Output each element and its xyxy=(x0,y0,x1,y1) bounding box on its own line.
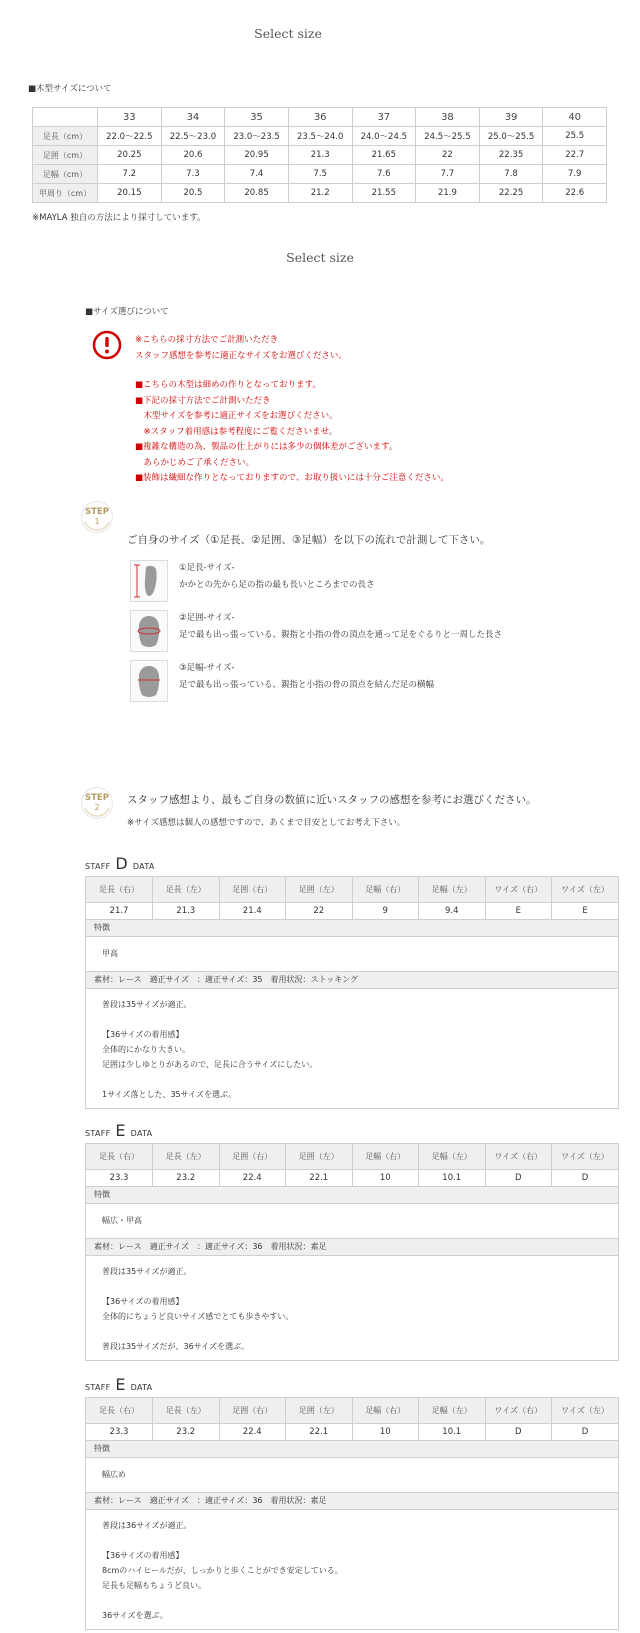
staff-letter: E xyxy=(115,1121,126,1140)
feature-value: 幅広・甲高 xyxy=(86,1203,618,1238)
table-cell: E xyxy=(485,903,552,920)
row-label: 足長（cm） xyxy=(33,127,98,146)
table-cell: D xyxy=(485,1424,552,1441)
table-row xyxy=(33,165,607,184)
row-label: 甲周り（cm） xyxy=(33,184,98,203)
staff-letter: D xyxy=(115,854,128,873)
step2-badge-number: 2 xyxy=(94,803,100,812)
table-cell: 9 xyxy=(352,903,419,920)
size-select-heading: ■サイズ選びについて xyxy=(85,307,169,317)
col-header: 足幅（右） xyxy=(352,877,419,903)
table-cell: 25.5 xyxy=(543,127,607,146)
col-header: 足囲（左） xyxy=(286,877,353,903)
comment-line: 1サイズ落とした、35サイズを選ぶ。 xyxy=(102,1090,237,1099)
col-header: 足囲（右） xyxy=(219,877,286,903)
col-header: 足幅（右） xyxy=(352,1144,419,1170)
table-cell: 21.7 xyxy=(86,903,153,920)
staff-suffix: DATA xyxy=(130,1383,153,1392)
table-row xyxy=(86,903,618,920)
mokugata-heading: ■木型サイズについて xyxy=(28,84,112,94)
col-header: 足長（左） xyxy=(153,1398,220,1424)
step1-badge-number: 1 xyxy=(94,517,100,526)
page-title-top: Select size xyxy=(254,26,322,41)
table-cell: 23.2 xyxy=(153,1424,220,1441)
col-header: 35 xyxy=(225,108,289,127)
staff-e-table xyxy=(86,1144,618,1186)
table-cell: 24.0～24.5 xyxy=(352,127,416,146)
col-header: 39 xyxy=(479,108,543,127)
staff-e2-block xyxy=(85,1397,619,1630)
measure-name: ③足幅-サイズ- xyxy=(179,663,235,673)
table-cell: 21.3 xyxy=(153,903,220,920)
table-row xyxy=(86,1170,618,1187)
table-cell: 22.7 xyxy=(543,146,607,165)
table-cell: 22 xyxy=(286,903,353,920)
table-cell: 7.9 xyxy=(543,165,607,184)
col-header: 足幅（右） xyxy=(352,1398,419,1424)
table-cell: 23.5～24.0 xyxy=(288,127,352,146)
step1-title: ご自身のサイズ（①足長、②足囲、③足幅）を以下の流れで計測して下さい。 xyxy=(127,534,491,546)
col-header: ワイズ（左） xyxy=(552,1398,619,1424)
table-cell: 25.0～25.5 xyxy=(479,127,543,146)
comment-line: 普段は35サイズだが、36サイズを選ぶ。 xyxy=(102,1342,250,1351)
table-cell: 10.1 xyxy=(419,1424,486,1441)
feature-value: 幅広め xyxy=(86,1457,618,1492)
table-cell: 24.5～25.5 xyxy=(416,127,480,146)
table-cell: 7.6 xyxy=(352,165,416,184)
col-header: 40 xyxy=(543,108,607,127)
col-header: 36 xyxy=(288,108,352,127)
spec-bar: 素材：レース 適正サイズ ：適正サイズ：36 着用状況：素足 xyxy=(86,1492,618,1509)
notice-item: 木型サイズを参考に適正サイズをお選びください。 xyxy=(135,411,338,421)
col-header: 足長（左） xyxy=(153,1144,220,1170)
table-cell: 23.3 xyxy=(86,1424,153,1441)
comment-line: 足囲は少しゆとりがあるので、足長に合うサイズにしたい。 xyxy=(102,1060,318,1069)
staff-e2-label xyxy=(85,1375,152,1394)
notice-item: ※スタッフ着用感は参考程度にご覧くださいませ。 xyxy=(135,426,338,437)
table-cell: 20.25 xyxy=(98,146,162,165)
comment-line: 全体的にかなり大きい。 xyxy=(102,1045,190,1054)
comment-line: 普段は35サイズが適正。 xyxy=(102,1000,192,1009)
staff-d-block xyxy=(85,876,619,1109)
staff-e-label xyxy=(85,1121,152,1140)
measure-item-length xyxy=(179,560,375,594)
feature-label: 特徴 xyxy=(86,1440,618,1457)
staff-comment xyxy=(86,988,618,1108)
measure-name: ②足囲-サイズ- xyxy=(179,613,235,623)
comment-line: 36サイズを選ぶ。 xyxy=(102,1611,168,1620)
measure-name: ①足長-サイズ- xyxy=(179,563,235,573)
comment-line xyxy=(102,1072,602,1087)
col-header: 足長（右） xyxy=(86,877,153,903)
table-cell: 20.15 xyxy=(98,184,162,203)
comment-line: 全体的にちょうど良いサイズ感でとても歩きやすい。 xyxy=(102,1312,294,1321)
table-row xyxy=(33,146,607,165)
table-row xyxy=(86,1424,618,1441)
staff-prefix: STAFF xyxy=(85,1383,111,1392)
foot-width-icon xyxy=(130,660,168,702)
table-cell: 7.3 xyxy=(161,165,225,184)
staff-suffix: DATA xyxy=(130,1129,153,1138)
col-header: 足囲（左） xyxy=(286,1144,353,1170)
page-title-second: Select size xyxy=(286,250,354,265)
notice-item: あらかじめご了承ください。 xyxy=(135,457,255,468)
table-cell: 22.35 xyxy=(479,146,543,165)
notice-item: ■装飾は繊細な作りとなっておりますので、お取り扱いには十分ご注意ください。 xyxy=(135,473,449,483)
table-cell: 21.3 xyxy=(288,146,352,165)
staff-d-table xyxy=(86,877,618,919)
foot-length-icon xyxy=(130,560,168,602)
table-cell: 21.55 xyxy=(352,184,416,203)
comment-line: 普段は36サイズが適正。 xyxy=(102,1521,192,1530)
measure-desc: かかとの先から足の指の最も長いところまでの長さ xyxy=(179,580,375,590)
table-cell: 7.5 xyxy=(288,165,352,184)
measure-desc: 足で最も出っ張っている、親指と小指の骨の頂点を通って足をぐるりと一周した長さ xyxy=(179,630,503,640)
table-corner xyxy=(33,108,98,127)
table-cell: 20.95 xyxy=(225,146,289,165)
notice-item: ■こちらの木型は細めの作りとなっております。 xyxy=(135,380,321,390)
table-cell: 23.3 xyxy=(86,1170,153,1187)
col-header: 37 xyxy=(352,108,416,127)
table-cell: 20.85 xyxy=(225,184,289,203)
mokugata-size-table xyxy=(32,107,607,203)
staff-suffix: DATA xyxy=(132,862,155,871)
comment-line: 普段は35サイズが適正。 xyxy=(102,1267,192,1276)
comment-line xyxy=(102,1279,602,1294)
measure-item-girth xyxy=(179,610,502,644)
col-header: ワイズ（右） xyxy=(485,1144,552,1170)
step2-badge-label: STEP xyxy=(85,793,109,803)
table-cell: D xyxy=(581,1427,589,1437)
feature-label: 特徴 xyxy=(86,1186,618,1203)
warning-line: スタッフ感想を参考に適正なサイズをお選びください。 xyxy=(135,350,347,361)
col-header: 33 xyxy=(98,108,162,127)
col-header: 足囲（右） xyxy=(219,1144,286,1170)
staff-d-label xyxy=(85,854,155,873)
table-cell: 7.4 xyxy=(225,165,289,184)
comment-line xyxy=(102,1533,602,1548)
table-cell: 22.5～23.0 xyxy=(161,127,225,146)
table-cell: D xyxy=(581,1173,589,1183)
table-cell: 22.1 xyxy=(286,1424,353,1441)
comment-line: 【36サイズの着用感】 xyxy=(102,1297,184,1306)
table-cell: 23.2 xyxy=(153,1170,220,1187)
spec-bar: 素材：レース 適正サイズ ：適正サイズ：35 着用状況：ストッキング xyxy=(86,971,618,988)
col-header: 足長（右） xyxy=(86,1398,153,1424)
staff-comment xyxy=(86,1509,618,1629)
notice-list xyxy=(135,378,449,487)
table-row xyxy=(33,184,607,203)
comment-line xyxy=(102,1012,602,1027)
table-cell: 22.4 xyxy=(219,1424,286,1441)
comment-line xyxy=(102,1593,602,1608)
comment-line: 【36サイズの着用感】 xyxy=(102,1030,184,1039)
table-cell: 21.65 xyxy=(352,146,416,165)
spec-bar: 素材：レース 適正サイズ ：適正サイズ：36 着用状況：素足 xyxy=(86,1238,618,1255)
notice-item: ■下記の採寸方法でご計測いただき xyxy=(135,395,271,406)
table-cell: D xyxy=(485,1170,552,1187)
mokugata-note: ※MAYLA 独自の方法により採寸しています。 xyxy=(32,213,206,223)
table-cell: 9.4 xyxy=(419,903,486,920)
warning-line: ※こちらの採寸方法でご計測いただき xyxy=(135,335,279,345)
col-header: 足幅（左） xyxy=(419,877,486,903)
table-cell: 7.7 xyxy=(416,165,480,184)
table-cell: 10.1 xyxy=(419,1170,486,1187)
comment-line: 8cmのハイヒールだが、しっかりと歩くことができ安定している。 xyxy=(102,1566,343,1575)
table-row xyxy=(33,127,607,146)
table-cell: 20.6 xyxy=(161,146,225,165)
table-cell: 21.4 xyxy=(219,903,286,920)
col-header: 足長（左） xyxy=(153,877,220,903)
table-cell: 7.2 xyxy=(98,165,162,184)
row-label: 足囲（cm） xyxy=(33,146,98,165)
col-header: 38 xyxy=(416,108,480,127)
staff-e-block xyxy=(85,1143,619,1361)
col-header: ワイズ（右） xyxy=(485,1398,552,1424)
col-header: ワイズ（左） xyxy=(552,1144,619,1170)
staff-e2-table xyxy=(86,1398,618,1440)
table-cell: 22.4 xyxy=(219,1170,286,1187)
feature-label: 特徴 xyxy=(86,919,618,936)
table-cell: 22.0～22.5 xyxy=(98,127,162,146)
foot-girth-icon xyxy=(130,610,168,652)
step1-badge-label: STEP xyxy=(85,507,109,517)
col-header: 足幅（左） xyxy=(419,1144,486,1170)
measure-item-width xyxy=(179,660,434,694)
staff-comment xyxy=(86,1255,618,1360)
table-cell: 21.9 xyxy=(416,184,480,203)
table-cell: 20.5 xyxy=(161,184,225,203)
col-header: 足長（右） xyxy=(86,1144,153,1170)
step2-title: スタッフ感想より、最もご自身の数値に近いスタッフの感想を参考にお選びください。 xyxy=(127,794,537,806)
feature-value: 甲高 xyxy=(86,936,618,971)
table-cell: 22 xyxy=(416,146,480,165)
comment-line xyxy=(102,1324,602,1339)
step1-badge xyxy=(80,500,114,534)
warning-icon xyxy=(92,330,122,360)
row-label: 足幅（cm） xyxy=(33,165,98,184)
warning-text xyxy=(135,333,347,364)
table-cell: 22.25 xyxy=(479,184,543,203)
table-cell: 22.1 xyxy=(286,1170,353,1187)
col-header: 足囲（右） xyxy=(219,1398,286,1424)
comment-line: 足長も足幅もちょうど良い。 xyxy=(102,1581,206,1590)
col-header: 足囲（左） xyxy=(286,1398,353,1424)
col-header: ワイズ（右） xyxy=(485,877,552,903)
col-header: ワイズ（左） xyxy=(552,877,619,903)
measure-desc: 足で最も出っ張っている、親指と小指の骨の頂点を結んだ足の横幅 xyxy=(179,680,435,690)
comment-line: 【36サイズの着用感】 xyxy=(102,1551,184,1560)
table-cell: 21.2 xyxy=(288,184,352,203)
col-header: 34 xyxy=(161,108,225,127)
table-cell: 7.8 xyxy=(479,165,543,184)
table-cell: E xyxy=(582,906,588,916)
table-cell: 10 xyxy=(352,1170,419,1187)
col-header: 足幅（左） xyxy=(419,1398,486,1424)
staff-prefix: STAFF xyxy=(85,862,111,871)
table-cell: 23.0～23.5 xyxy=(225,127,289,146)
step2-badge xyxy=(80,786,114,820)
staff-prefix: STAFF xyxy=(85,1129,111,1138)
table-cell: 22.6 xyxy=(543,184,607,203)
step2-note: ※サイズ感想は個人の感想ですので、あくまで目安としてお考え下さい。 xyxy=(127,818,406,828)
notice-item: ■複雑な構造の為、製品の仕上がりには多少の個体差がございます。 xyxy=(135,442,398,452)
staff-letter: E xyxy=(115,1375,126,1394)
table-cell: 10 xyxy=(352,1424,419,1441)
